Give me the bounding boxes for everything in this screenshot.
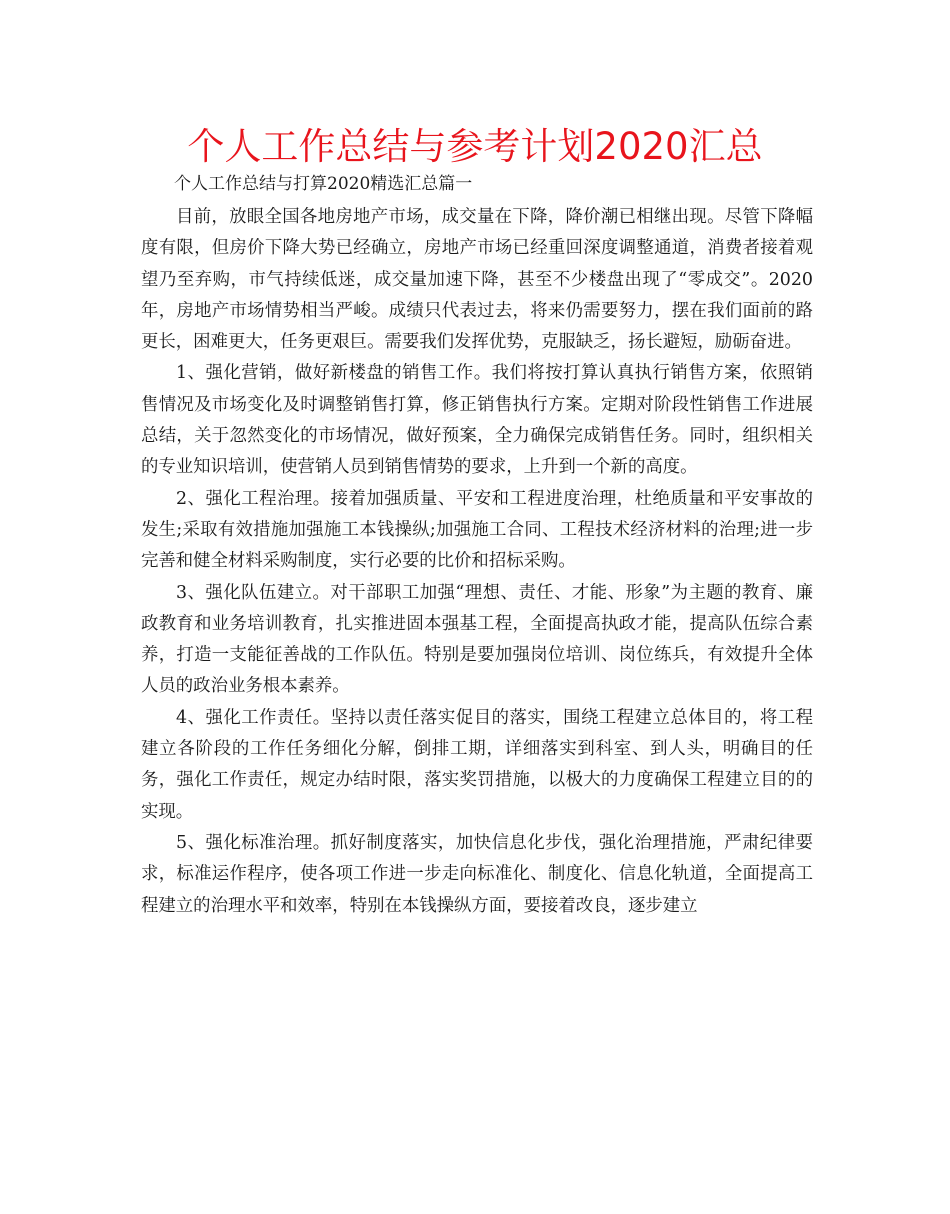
paragraph-item-5: 5、强化标准治理。抓好制度落实，加快信息化步伐，强化治理措施，严肃纪律要求，标准运作程序，使各项工作进一步走向标准化、制度化、信息化轨道，全面提高工程建立的治理水平和效率，特别在本钱操纵方面，要接着改良，逐步建立 xyxy=(141,832,813,916)
paragraph-item-4: 4、强化工作责任。坚持以责任落实促目的落实，围绕工程建立总体目的，将工程建立各阶段的工作任务细化分解，倒排工期，详细落实到科室、到人头，明确目的任务，强化工作责任，规定办结时限，落实奖罚措施，以极大的力度确保工程建立目的的实现。 xyxy=(141,707,813,822)
paragraph-item-2: 2、强化工程治理。接着加强质量、平安和工程进度治理，杜绝质量和平安事故的发生;采取有效措施加强施工本钱操纵;加强施工合同、工程技术经济材料的治理;进一步完善和健全材料采购制度，实行必要的比价和招标采购。 xyxy=(141,488,813,572)
paragraph-intro: 目前，放眼全国各地房地产市场，成交量在下降，降价潮已相继出现。尽管下降幅度有限，但房价下降大势已经确立，房地产市场已经重回深度调整通道，消费者接着观望乃至弃购，市气持续低迷，成交量加速下降，甚至不少楼盘出现了“零成交”。2020年，房地产市场情势相当严峻。成绩只代表过去，将来仍需要努力，摆在我们面前的路更长，困难更大，任务更艰巨。需要我们发挥优势，克服缺乏，扬长避短，励砺奋进。 xyxy=(141,207,813,353)
document-subtitle: 个人工作总结与打算2020精选汇总篇一 xyxy=(174,174,473,194)
paragraph-item-1: 1、强化营销，做好新楼盘的销售工作。我们将按打算认真执行销售方案，依照销售情况及市场变化及时调整销售打算，修正销售执行方案。定期对阶段性销售工作进展总结，关于忽然变化的市场情况，做好预案，全力确保完成销售任务。同时，组织相关的专业知识培训，使营销人员到销售情势的要求，上升到一个新的高度。 xyxy=(141,363,813,478)
document-body xyxy=(141,202,813,922)
paragraph-item-3: 3、强化队伍建立。对干部职工加强“理想、责任、才能、形象”为主题的教育、廉政教育和业务培训教育，扎实推进固本强基工程，全面提高执政才能，提高队伍综合素养，打造一支能征善战的工作队伍。特别是要加强岗位培训、岗位练兵，有效提升全体人员的政治业务根本素养。 xyxy=(141,582,813,697)
document-title: 个人工作总结与参考计划2020汇总 xyxy=(187,125,763,168)
